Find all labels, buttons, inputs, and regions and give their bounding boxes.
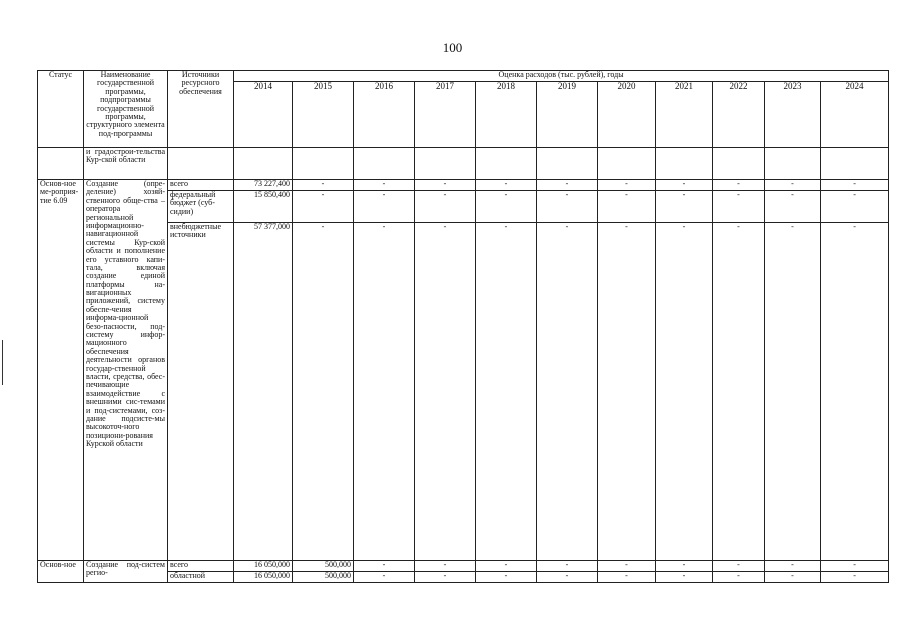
value-cell: - bbox=[765, 180, 821, 191]
value-cell: - bbox=[476, 180, 537, 191]
value-cell: - bbox=[713, 561, 765, 572]
value-cell: - bbox=[713, 572, 765, 583]
value-cell: - bbox=[354, 572, 415, 583]
status-cell: Основ-ное bbox=[38, 561, 84, 583]
value-cell: 15 850,400 bbox=[234, 191, 293, 223]
status-cell bbox=[38, 148, 84, 180]
source-cell: федеральный бюджет (суб-сидии) bbox=[168, 191, 234, 223]
value-cell: - bbox=[821, 572, 889, 583]
value-cell: - bbox=[354, 561, 415, 572]
value-cell: - bbox=[476, 223, 537, 561]
value-cell: 16 050,000 bbox=[234, 561, 293, 572]
year-header: 2018 bbox=[476, 82, 537, 148]
header-estimate: Оценка расходов (тыс. рублей), годы bbox=[234, 71, 889, 82]
value-cell: - bbox=[537, 572, 598, 583]
value-cell: - bbox=[598, 223, 656, 561]
year-header: 2016 bbox=[354, 82, 415, 148]
year-header: 2020 bbox=[598, 82, 656, 148]
value-cell: - bbox=[476, 191, 537, 223]
value-cell: - bbox=[293, 191, 354, 223]
name-cell: Создание (опре-деление) хозяй-ственного обще-ства – оператора региональной информационно-навигационной системы Кур-ской области и пополнение его уставного капи-тала, включая создание единой платформы на-вигационных приложений, систему обеспе-чения информа-ционной безо-пасности, под-систему инфор-мационного обеспечения деятельности органов государ-ственной власти, средства, обес-печивающие взаимодействие с внешними сис-темами и под-системами, соз-дание подсисте-мы высокоточ-ного позициони-рования Курской области bbox=[84, 180, 168, 561]
value-cell: - bbox=[537, 223, 598, 561]
value-cell: - bbox=[656, 572, 713, 583]
value-cell: - bbox=[821, 191, 889, 223]
value-cell: - bbox=[598, 561, 656, 572]
year-header: 2017 bbox=[415, 82, 476, 148]
value-cell: - bbox=[765, 572, 821, 583]
value-cell: - bbox=[598, 572, 656, 583]
value-cell: - bbox=[354, 223, 415, 561]
value-cell: 73 227,400 bbox=[234, 180, 293, 191]
name-cell: и градострои-тельства Кур-ской области bbox=[84, 148, 168, 180]
value-cell: - bbox=[537, 180, 598, 191]
source-cell: всего bbox=[168, 180, 234, 191]
header-status: Статус bbox=[38, 71, 84, 148]
value-cell: - bbox=[354, 180, 415, 191]
value-cell: - bbox=[598, 191, 656, 223]
value-cell: - bbox=[415, 180, 476, 191]
table-row bbox=[38, 180, 889, 191]
table-row bbox=[38, 561, 889, 572]
page-number: 100 bbox=[442, 40, 463, 55]
value-cell: - bbox=[598, 180, 656, 191]
value-cell: - bbox=[656, 561, 713, 572]
value-cell: - bbox=[713, 191, 765, 223]
value-cell: - bbox=[476, 561, 537, 572]
value-cell: 500,000 bbox=[293, 561, 354, 572]
value-cell: - bbox=[293, 223, 354, 561]
value-cell: - bbox=[354, 191, 415, 223]
value-cell: - bbox=[765, 191, 821, 223]
value-cell: 16 050,000 bbox=[234, 572, 293, 583]
status-cell: Основ-ное ме-роприя-тие 6.09 bbox=[38, 180, 84, 561]
value-cell: - bbox=[656, 223, 713, 561]
source-cell: внебюджетные источники bbox=[168, 223, 234, 561]
year-header: 2019 bbox=[537, 82, 598, 148]
expenditure-table bbox=[37, 70, 889, 583]
value-cell: - bbox=[713, 180, 765, 191]
year-header: 2021 bbox=[656, 82, 713, 148]
value-cell: - bbox=[821, 223, 889, 561]
value-cell: - bbox=[415, 572, 476, 583]
year-header: 2015 bbox=[293, 82, 354, 148]
table-row bbox=[38, 148, 889, 180]
value-cell: - bbox=[821, 180, 889, 191]
value-cell: 57 377,000 bbox=[234, 223, 293, 561]
name-cell: Создание под-систем регио- bbox=[84, 561, 168, 583]
value-cell: - bbox=[765, 223, 821, 561]
value-cell: - bbox=[656, 180, 713, 191]
value-cell: - bbox=[821, 561, 889, 572]
year-header: 2022 bbox=[713, 82, 765, 148]
year-header: 2014 bbox=[234, 82, 293, 148]
source-cell: областной bbox=[168, 572, 234, 583]
value-cell: - bbox=[415, 191, 476, 223]
value-cell: - bbox=[713, 223, 765, 561]
value-cell: - bbox=[537, 191, 598, 223]
header-sources: Источники ресурсного обеспечения bbox=[168, 71, 234, 148]
value-cell: - bbox=[415, 223, 476, 561]
value-cell: - bbox=[293, 180, 354, 191]
scan-margin-mark bbox=[2, 340, 3, 385]
source-cell: всего bbox=[168, 561, 234, 572]
year-header: 2023 bbox=[765, 82, 821, 148]
value-cell: - bbox=[765, 561, 821, 572]
value-cell: - bbox=[537, 561, 598, 572]
year-header: 2024 bbox=[821, 82, 889, 148]
value-cell: - bbox=[656, 191, 713, 223]
value-cell: - bbox=[415, 561, 476, 572]
value-cell: - bbox=[476, 572, 537, 583]
value-cell: 500,000 bbox=[293, 572, 354, 583]
header-name: Наименование государственной программы, подпрограммы государственной программы, структурного элемента под-программы bbox=[84, 71, 168, 148]
